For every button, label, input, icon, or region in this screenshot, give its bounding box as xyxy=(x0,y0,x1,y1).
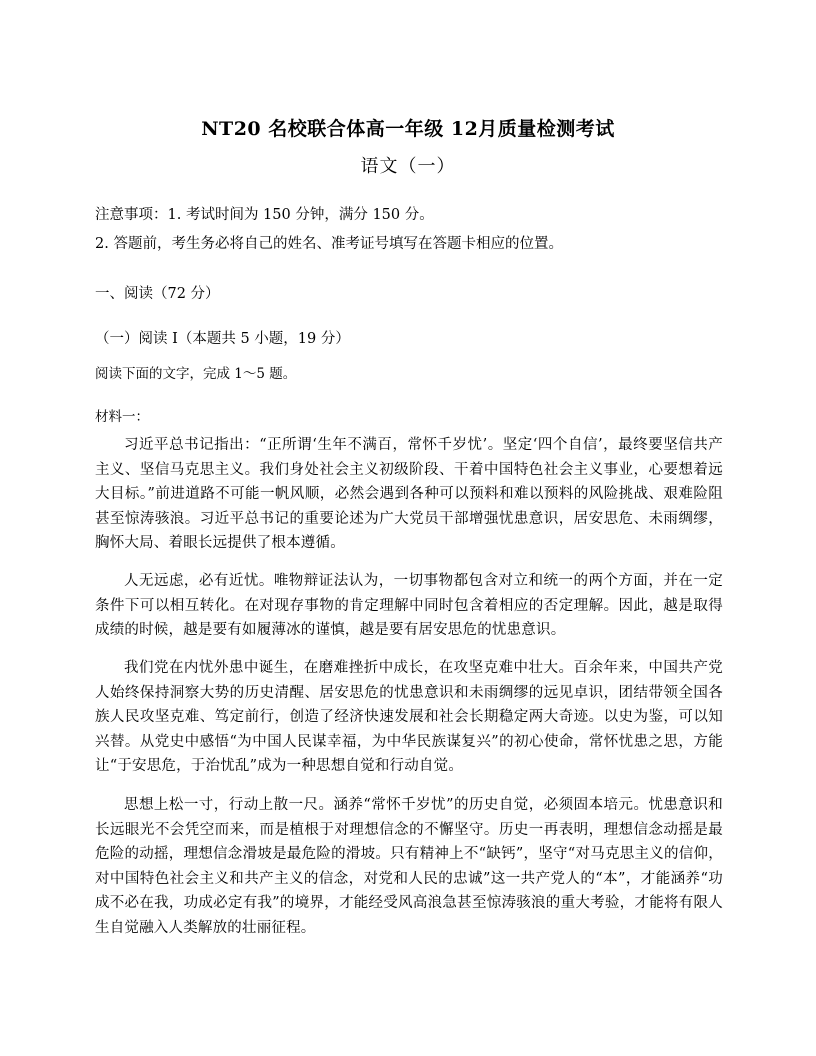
notes-line-1: 注意事项：1. 考试时间为 150 分钟，满分 150 分。 xyxy=(95,207,434,223)
section-heading: 一、阅读（72 分） xyxy=(95,286,220,302)
paragraph-1: 习近平总书记指出：“正所谓‘生年不满百，常怀千岁忧’。坚定‘四个自信’，最终要坚信共产主义、坚信马克思主义。我们身处社会主义初级阶段、干着中国特色社会主义事业，心要想着远大目标。”前进道路不可能一帆风顺，必然会遇到各种可以预料和难以预料的风险挑战、艰难险阻甚至惊涛骇浪。习近平总书记的重要论述为广大党员干部增强忧患意识，居安思危、未雨绸缪，胸怀大局、着眼长远提供了根本遵循。 xyxy=(95,437,723,551)
material-label: 材料一： xyxy=(95,409,149,425)
paragraph-2: 人无远虑，必有近忧。唯物辩证法认为，一切事物都包含对立和统一的两个方面，并在一定条件下可以相互转化。在对现存事物的肯定理解中同时包含着相应的否定理解。因此，越是取得成绩的时候，越是要有如履薄冰的谨慎，越是要有居安思危的忧患意识。 xyxy=(95,573,723,638)
exam-title: NT20 名校联合体高一年级 12月质量检测考试 xyxy=(201,118,615,140)
exam-subtitle: 语文（一） xyxy=(360,156,456,177)
paragraph-4: 思想上松一寸，行动上散一尺。涵养“常怀千岁忧”的历史自觉，必须固本培元。忧患意识和长远眼光不会凭空而来，而是植根于对理想信念的不懈坚守。历史一再表明，理想信念动摇是最危险的动摇，理想信念滑坡是最危险的滑坡。只有精神上不“缺钙”，坚守“对马克思主义的信仰，对中国特色社会主义和共产主义的信念，对党和人民的忠诚”这一共产党人的“本”，才能涵养“功成不必在我，功成必定有我”的境界，才能经受风高浪急甚至惊涛骇浪的重大考验，才能将有限人生自觉融入人类解放的壮丽征程。 xyxy=(95,797,723,936)
sub-section-heading: （一）阅读 I（本题共 5 小题，19 分） xyxy=(95,331,350,347)
instruction-text: 阅读下面的文字，完成 1～5 题。 xyxy=(95,366,297,382)
paragraph-3: 我们党在内忧外患中诞生，在磨难挫折中成长，在攻坚克难中壮大。百余年来，中国共产党人始终保持洞察大势的历史清醒、居安思危的忧患意识和未雨绸缪的远见卓识，团结带领全国各族人民攻坚克难、笃定前行，创造了经济快速发展和社会长期稳定两大奇迹。以史为鉴，可以知兴替。从党史中感悟“为中国人民谋幸福，为中华民族谋复兴”的初心使命，常怀忧患之思，方能让“于安思危，于治忧乱”成为一种思想自觉和行动自觉。 xyxy=(95,660,723,774)
notes-line-2: 2. 答题前，考生务必将自己的姓名、准考证号填写在答题卡相应的位置。 xyxy=(95,236,563,252)
